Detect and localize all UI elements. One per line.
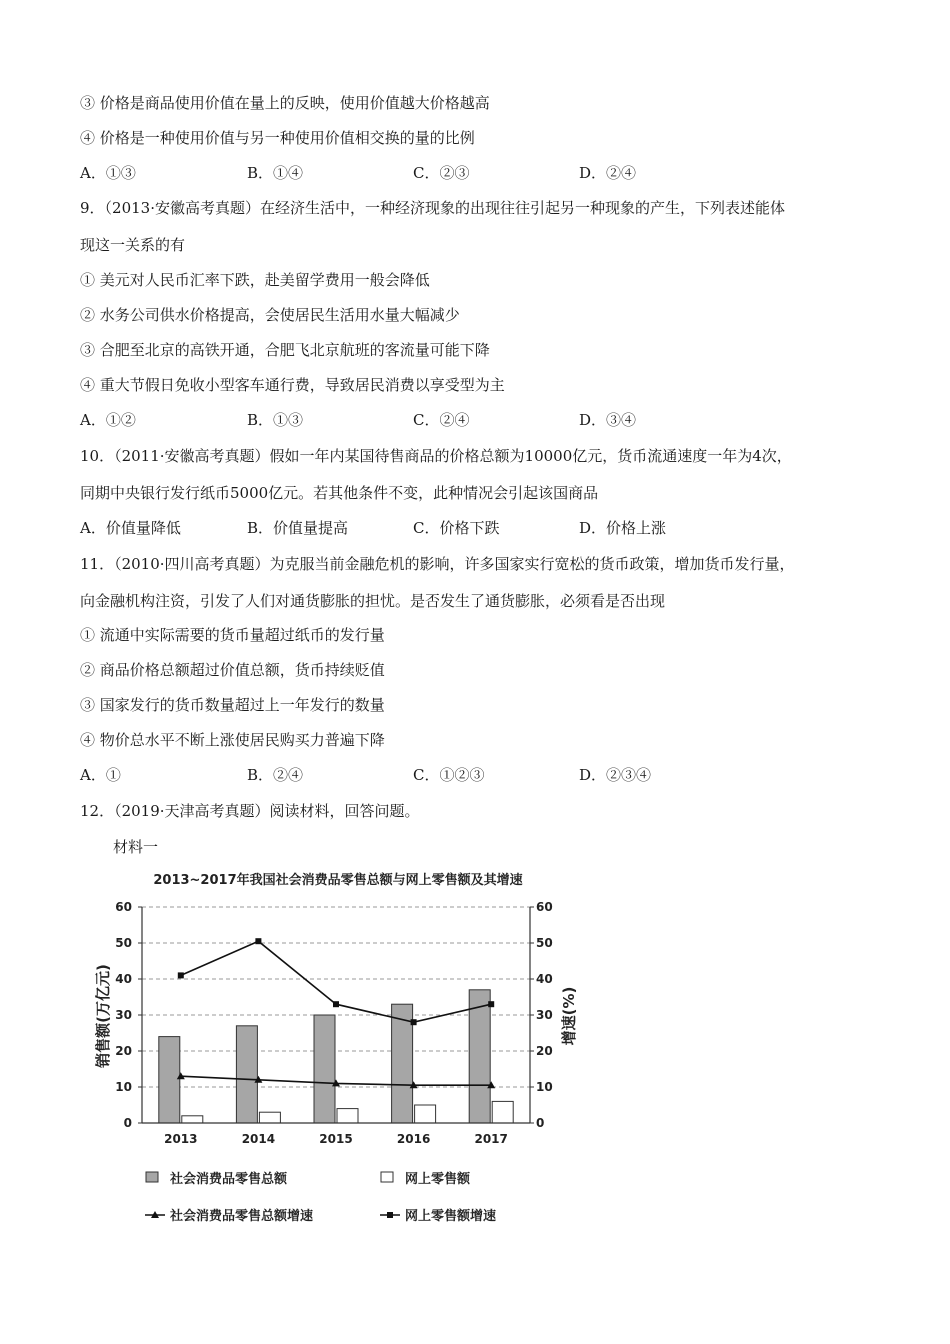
q10-option-a: A．价值量降低 [80, 519, 181, 537]
legend-swatch-online-retail [381, 1172, 393, 1182]
y-tick-label-right: 40 [536, 972, 553, 986]
legend-marker-online-growth [387, 1212, 393, 1218]
y-tick-label-right: 50 [536, 936, 553, 950]
q9-option-c: C．②④ [413, 411, 470, 429]
y-tick-label-left: 30 [115, 1008, 132, 1022]
bar-online-retail [415, 1105, 436, 1123]
q10-stem-line1: 10．（2011·安徽高考真题）假如一年内某国待售商品的价格总额为10000亿元，货币流通速度一年为4次， [80, 447, 792, 465]
bar-online-retail [337, 1109, 358, 1123]
point-online-retail-growth [333, 1001, 339, 1007]
q11-stem-line1: 11．（2010·四川高考真题）为克服当前金融危机的影响，许多国家实行宽松的货币政策，增加货币发行量， [80, 555, 795, 573]
q9-item-1: ① 美元对人民币汇率下跌，赴美留学费用一般会降低 [80, 271, 430, 289]
x-tick-label: 2016 [396, 1132, 431, 1146]
bar-online-retail [182, 1116, 203, 1123]
q10-option-d: D．价格上涨 [579, 519, 667, 537]
x-tick-label: 2014 [241, 1132, 276, 1146]
q11-stem-line2: 向金融机构注资，引发了人们对通货膨胀的担忧。是否发生了通货膨胀，必须看是否出现 [80, 592, 666, 610]
point-total-retail-growth [177, 1072, 185, 1079]
y-tick-label-right: 10 [536, 1080, 553, 1094]
x-tick-label: 2017 [474, 1132, 508, 1146]
bar-total-retail [469, 990, 490, 1123]
q11-item-1: ① 流通中实际需要的货币量超过纸币的发行量 [80, 626, 385, 644]
point-online-retail-growth [178, 972, 184, 978]
chart-legend [145, 1171, 496, 1224]
point-total-retail-growth [410, 1081, 418, 1088]
y-tick-label-left: 20 [115, 1044, 132, 1058]
legend-label-online-retail: 网上零售额 [405, 1172, 471, 1187]
bar-total-retail [236, 1026, 257, 1123]
legend-swatch-total-retail [146, 1172, 158, 1182]
legend-label-total-growth: 社会消费品零售总额增速 [170, 1209, 314, 1224]
line-online-retail-growth [181, 941, 491, 1022]
q8-item-3: ③ 价格是商品使用价值在量上的反映，使用价值越大价格越高 [80, 94, 490, 112]
line-total-retail-growth [181, 1076, 491, 1085]
q10-option-c: C．价格下跌 [413, 519, 500, 537]
point-total-retail-growth [254, 1076, 262, 1083]
q9-item-3: ③ 合肥至北京的高铁开通，合肥飞北京航班的客流量可能下降 [80, 341, 490, 359]
q10-option-b: B．价值量提高 [247, 519, 349, 537]
q10-stem-line2: 同期中央银行发行纸币5000亿元。若其他条件不变，此种情况会引起该国商品 [80, 484, 599, 502]
q9-option-a: A．①② [80, 411, 136, 429]
q11-option-c: C．①②③ [413, 766, 485, 784]
bar-total-retail [314, 1015, 335, 1123]
point-online-retail-growth [488, 1001, 494, 1007]
q12-stem: 12．（2019·天津高考真题）阅读材料，回答问题。 [80, 802, 420, 820]
x-tick-label: 2013 [164, 1132, 198, 1146]
q11-option-a: A．① [80, 766, 121, 784]
y-tick-label-right: 0 [536, 1116, 545, 1130]
y-tick-label-left: 0 [123, 1116, 132, 1130]
q8-item-4: ④ 价格是一种使用价值与另一种使用价值相交换的量的比例 [80, 129, 475, 147]
bar-online-retail [259, 1112, 280, 1123]
legend-label-online-growth: 网上零售额增速 [405, 1209, 497, 1224]
point-total-retail-growth [332, 1079, 340, 1086]
y-tick-label-right: 20 [536, 1044, 553, 1058]
q11-item-4: ④ 物价总水平不断上涨使居民购买力普遍下降 [80, 731, 385, 749]
point-online-retail-growth [411, 1019, 417, 1025]
q9-option-b: B．①③ [247, 411, 304, 429]
q8-option-d: D．②④ [579, 164, 637, 182]
legend-label-total-retail: 社会消费品零售总额 [170, 1172, 288, 1187]
bar-total-retail [392, 1004, 413, 1123]
bar-online-retail [492, 1101, 513, 1123]
q9-stem-line1: 9．（2013·安徽高考真题）在经济生活中，一种经济现象的出现往往引起另一种现象的产生，下列表述能体 [80, 199, 785, 217]
y-tick-label-right: 30 [536, 1008, 553, 1022]
material-label: 材料一 [113, 838, 159, 856]
q9-item-2: ② 水务公司供水价格提高，会使居民生活用水量大幅减少 [80, 306, 460, 324]
chart-title: 2013~2017年我国社会消费品零售总额与网上零售额及其增速 [153, 873, 523, 888]
y-tick-label-left: 60 [115, 900, 132, 914]
y-tick-label-left: 50 [115, 936, 132, 950]
point-total-retail-growth [487, 1081, 495, 1088]
q8-option-a: A．①③ [80, 164, 136, 182]
q11-option-b: B．②④ [247, 766, 304, 784]
left-axis-label: 销售额(万亿元) [94, 964, 112, 1068]
bar-total-retail [159, 1037, 180, 1123]
point-online-retail-growth [255, 938, 261, 944]
q9-stem-line2: 现这一关系的有 [80, 236, 186, 254]
q8-option-b: B．①④ [247, 164, 304, 182]
right-axis-label: 增速(%) [560, 986, 578, 1046]
q9-option-d: D．③④ [579, 411, 637, 429]
q11-option-d: D．②③④ [579, 766, 652, 784]
y-tick-label-left: 40 [115, 972, 132, 986]
x-tick-label: 2015 [319, 1132, 353, 1146]
q9-item-4: ④ 重大节假日免收小型客车通行费，导致居民消费以享受型为主 [80, 376, 505, 394]
q11-item-2: ② 商品价格总额超过价值总额，货币持续贬值 [80, 661, 385, 679]
y-tick-label-right: 60 [536, 900, 553, 914]
q8-option-c: C．②③ [413, 164, 470, 182]
q11-item-3: ③ 国家发行的货币数量超过上一年发行的数量 [80, 696, 385, 714]
y-tick-label-left: 10 [115, 1080, 132, 1094]
legend-marker-total-growth [151, 1211, 159, 1218]
